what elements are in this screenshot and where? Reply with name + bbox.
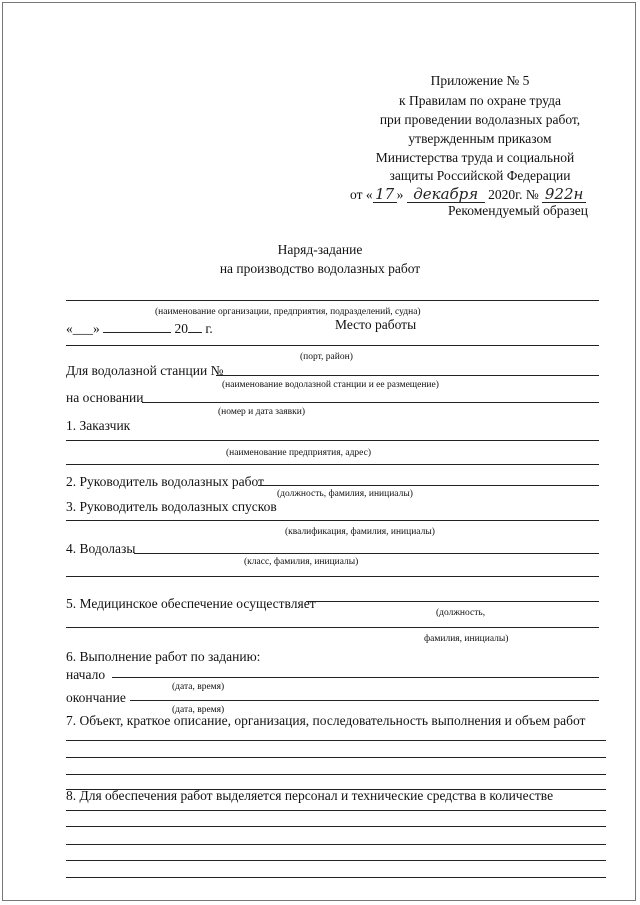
year-blank[interactable] [188, 332, 202, 333]
basis-field-line[interactable] [142, 402, 599, 403]
customer-field-line[interactable] [66, 440, 599, 441]
personnel-line-5[interactable] [66, 877, 606, 878]
org-field-line[interactable] [66, 300, 599, 301]
date-quote-close: » [396, 187, 404, 202]
end-field-line[interactable] [130, 700, 599, 701]
section-6-label: 6. Выполнение работ по заданию: [66, 649, 261, 664]
start-label: начало [66, 667, 106, 682]
date-month: декабря [407, 186, 485, 203]
port-caption: (порт, район) [300, 352, 353, 362]
date-prefix: от « [350, 187, 373, 202]
section-1-label: 1. Заказчик [66, 418, 131, 433]
year-prefix: 20 [174, 321, 188, 336]
org-caption: (наименование организации, предприятия, подразделений, судна) [155, 307, 421, 317]
section-4-label: 4. Водолазы [66, 541, 136, 556]
basis-caption: (номер и дата заявки) [218, 407, 305, 417]
date-year: 2020 [488, 187, 516, 202]
section-7-label: 7. Объект, краткое описание, организация, последовательность выполнения и объем работ [66, 713, 586, 728]
personnel-line-2[interactable] [66, 826, 606, 827]
station-caption: (наименование водолазной станции и ее размещение) [222, 380, 439, 390]
work-date-row [66, 321, 213, 337]
section-3-label: 3. Руководитель водолазных спусков [66, 499, 277, 514]
station-field-line[interactable] [216, 375, 599, 376]
object-line-2[interactable] [66, 757, 606, 758]
header-line-3: утвержденным приказом [408, 131, 552, 146]
head-dives-caption: (квалификация, фамилия, инициалы) [285, 527, 435, 537]
personnel-line-1[interactable] [66, 810, 606, 811]
head-dives-field-line[interactable] [66, 520, 599, 521]
order-date-line [350, 186, 586, 203]
date-g-no: г. № [515, 187, 539, 202]
date-open-quote: « [66, 321, 73, 336]
year-suffix: г. [205, 321, 213, 336]
customer-caption: (наименование предприятия, адрес) [226, 448, 371, 458]
day-blank[interactable]: ___ [72, 321, 93, 336]
medical-caption-2: фамилия, инициалы) [424, 634, 509, 644]
start-field-line[interactable] [112, 677, 599, 678]
head-works-caption: (должность, фамилия, инициалы) [277, 489, 413, 499]
personnel-line-4[interactable] [66, 860, 606, 861]
divers-field-line[interactable] [134, 553, 599, 554]
date-day: 17 [373, 186, 397, 203]
divers-field-line-2[interactable] [66, 576, 599, 577]
date-close-quote: » [93, 321, 100, 336]
object-line-3[interactable] [66, 774, 606, 775]
medical-field-line-2[interactable] [66, 627, 599, 628]
section-2-label: 2. Руководитель водолазных работ [66, 474, 264, 489]
sample-label: Рекомендуемый образец [448, 203, 589, 218]
end-caption: (дата, время) [172, 705, 225, 715]
medical-caption-1: (должность, [436, 608, 486, 618]
port-field-line[interactable] [66, 345, 599, 346]
place-label: Место работы [335, 317, 417, 332]
header-line-4: Министерства труда и социальной [375, 150, 575, 165]
divers-caption: (класс, фамилия, инициалы) [244, 557, 359, 567]
header-line-2: при проведении водолазных работ, [379, 112, 581, 127]
section-5-label: 5. Медицинское обеспечение осуществляет [66, 596, 316, 611]
header-line-1: к Правилам по охране труда [399, 93, 561, 108]
customer-field-line-2[interactable] [66, 464, 599, 465]
appendix-number: Приложение № 5 [430, 73, 530, 88]
end-label: окончание [66, 690, 126, 705]
form-title: Наряд-задание [277, 242, 363, 257]
personnel-line-3[interactable] [66, 844, 606, 845]
form-subtitle: на производство водолазных работ [219, 261, 421, 276]
basis-label: на основании [66, 390, 144, 405]
object-line-1[interactable] [66, 740, 606, 741]
medical-field-line[interactable] [306, 601, 599, 602]
start-caption: (дата, время) [172, 682, 225, 692]
month-blank[interactable] [103, 332, 171, 333]
station-label: Для водолазной станции № [66, 363, 224, 378]
order-number: 922н [542, 186, 586, 203]
section-8-label: 8. Для обеспечения работ выделяется персонал и технические средства в количестве [66, 788, 554, 803]
header-line-5: защиты Российской Федерации [389, 168, 571, 183]
